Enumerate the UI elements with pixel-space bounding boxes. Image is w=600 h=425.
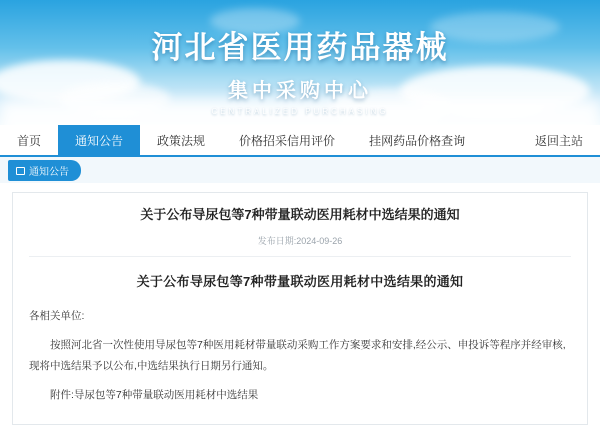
nav-item-credit-evaluation[interactable]: 价格招采信用评价 [239,133,336,148]
article-body [29,306,571,406]
main-navigation [0,125,600,157]
site-banner [0,0,600,125]
nav-spacer [482,125,518,155]
article-card [12,192,588,425]
article-publish-date: 发布日期:2024-09-26 [29,234,571,257]
article-title: 关于公布导尿包等7种带量联动医用耗材中选结果的通知 [140,207,460,222]
article-heading: 关于公布导尿包等7种带量联动医用耗材中选结果的通知 [136,273,464,289]
breadcrumb [0,157,600,183]
article-paragraph: 按照河北省一次性使用导尿包等7种医用耗材带量联动采购工作方案要求和安排,经公示、申投诉等程序并经审核,现将中选结果予以公布,中选结果执行日期另行通知。 [29,338,566,372]
article-attachment-line: 附件:导尿包等7种带量联动医用耗材中选结果 [50,388,259,401]
breadcrumb-tag[interactable] [8,160,81,181]
site-title: 河北省医用药品器械 [151,30,449,65]
breadcrumb-label: 通知公告 [29,166,69,178]
nav-item-price-query[interactable]: 挂网药品价格查询 [369,133,466,148]
article-paragraph: 各相关单位: [29,309,85,322]
site-subtitle-english: CENTRALIZED PURCHASING [211,107,389,116]
document-icon [16,166,25,175]
nav-item-policies[interactable]: 政策法规 [157,133,206,148]
nav-item-notices[interactable]: 通知公告 [58,125,140,155]
banner-text-block [0,0,600,116]
nav-item-home[interactable]: 首页 [17,133,42,148]
site-subtitle: 集中采购中心 [228,80,372,102]
nav-item-back-to-main-site[interactable]: 返回主站 [534,133,583,148]
